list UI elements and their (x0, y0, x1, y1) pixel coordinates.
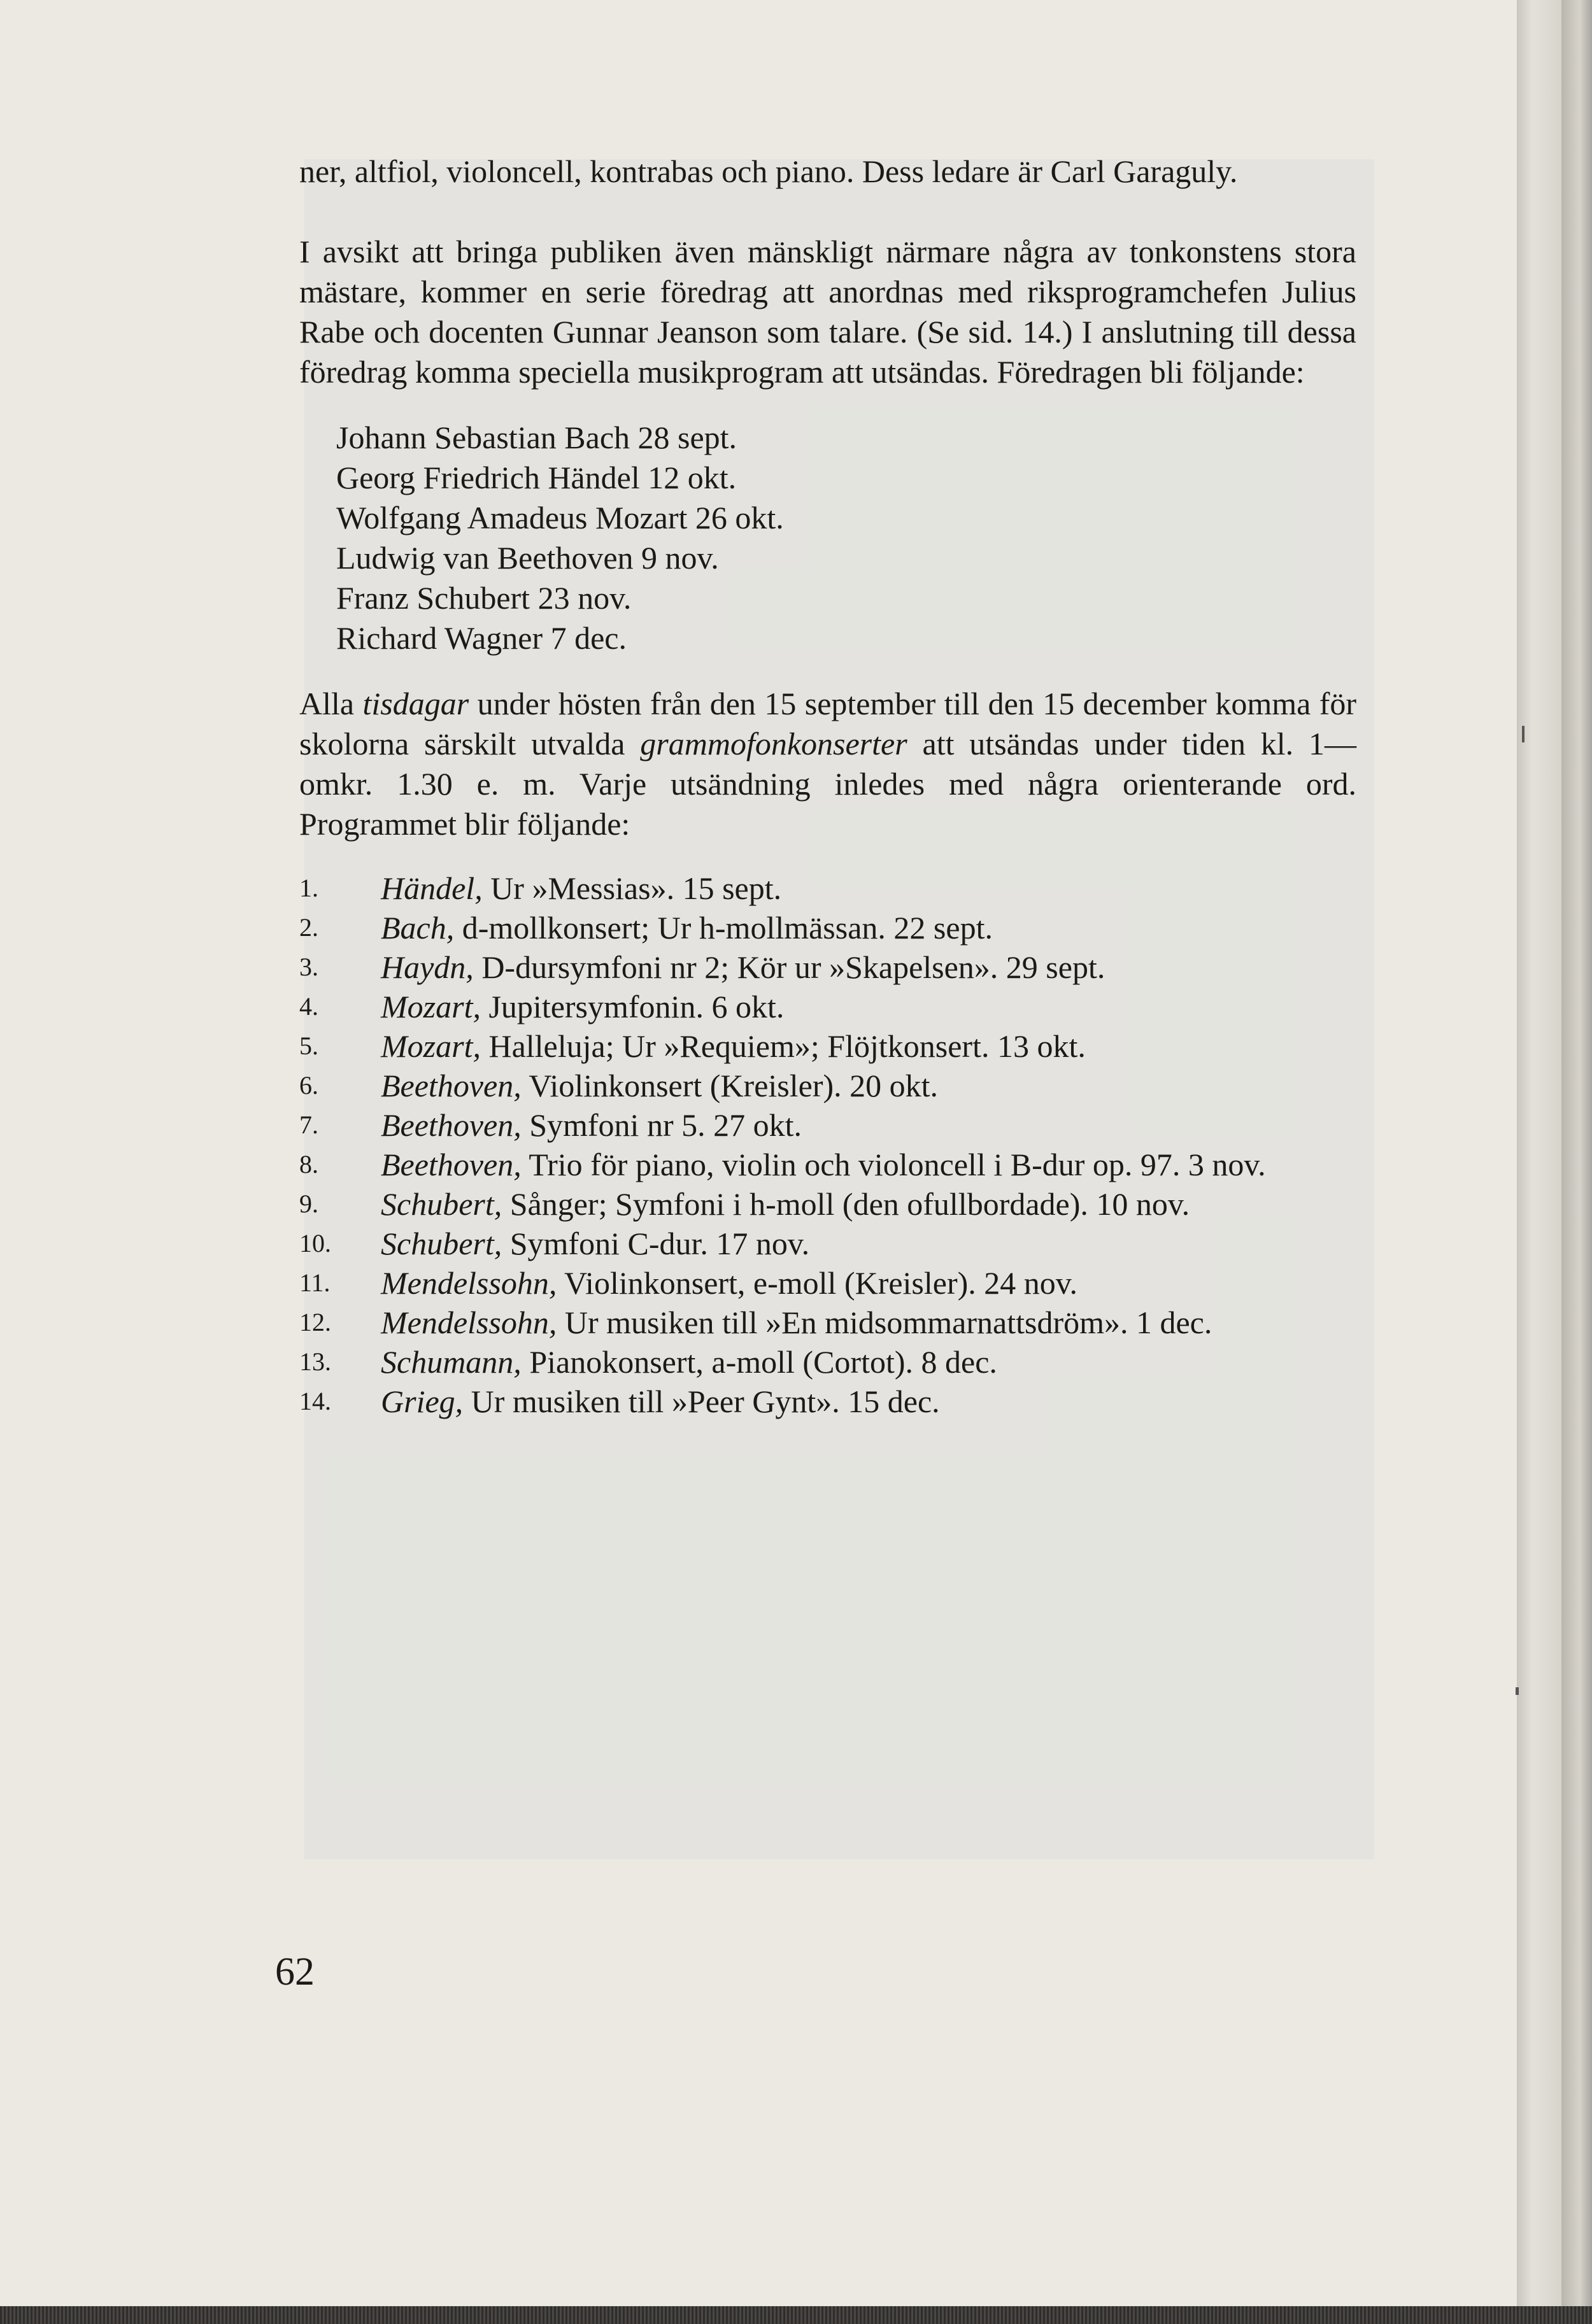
item-text: Halleluja; Ur »Requiem»; Flöjtkonsert. 13 okt. (488, 1028, 1086, 1064)
item-text: Symfoni nr 5. 27 okt. (529, 1107, 802, 1143)
item-number: 12. (299, 1308, 331, 1336)
emphasis: tisdagar (362, 686, 469, 721)
margin-mark (1522, 726, 1524, 742)
composer-name: Beethoven, (381, 1107, 522, 1143)
program-item (299, 1224, 1356, 1263)
composer-name: Mendelssohn, (381, 1265, 557, 1301)
composer-name: Schubert, (381, 1226, 502, 1261)
book-spine (1517, 0, 1561, 2306)
composer-name: Beethoven, (381, 1147, 522, 1182)
item-number: 10. (299, 1229, 331, 1258)
item-text: Violinkonsert (Kreisler). 20 okt. (529, 1068, 939, 1103)
composer-name: Schubert, (381, 1186, 502, 1222)
composer-name: Bach, (381, 910, 455, 946)
paragraph-school-concerts (299, 684, 1356, 844)
composer-name: Beethoven, (381, 1068, 522, 1103)
margin-mark (1516, 1687, 1519, 1695)
page-number: 62 (275, 1950, 315, 1994)
list-item: Johann Sebastian Bach 28 sept. (336, 420, 737, 455)
program-item (299, 1184, 1356, 1224)
text-run: att utsändas under tiden kl. 1— omkr. 1.30 e. m. Varje utsändning inledes med några orienterande ord. Programmet blir följande: (299, 726, 1356, 842)
concert-program-list (299, 868, 1356, 1421)
composer-name: Haydn, (381, 949, 474, 985)
composer-name: Mozart, (381, 1028, 481, 1064)
item-text: Symfoni C-dur. 17 nov. (509, 1226, 810, 1261)
list-item: Wolfgang Amadeus Mozart 26 okt. (336, 500, 784, 535)
composer-name: Mozart, (381, 989, 481, 1024)
text-run: Alla (299, 686, 355, 721)
paragraph-orchestra: ner, altfiol, violoncell, kontrabas och piano. Dess ledare är Carl Garaguly. (299, 153, 1238, 189)
paragraph-lectures: I avsikt att bringa publiken även mänskligt närmare några av tonkonstens stora mästare, kommer en serie föredrag att anordnas med riksprogramchefen Julius Rabe och docenten Gunnar Jeanson som talare. (Se sid. 14.) I anslutning till dessa föredrag komma speciella musikprogram att utsändas. Föredragen bli följande: (299, 234, 1356, 390)
program-item (299, 1303, 1356, 1342)
item-number: 13. (299, 1347, 331, 1376)
item-number: 6. (299, 1071, 318, 1100)
item-number: 9. (299, 1189, 318, 1218)
item-number: 14. (299, 1387, 331, 1415)
program-item (299, 1066, 1356, 1105)
item-text: Trio för piano, violin och violoncell i B-dur op. 97. 3 nov. (529, 1147, 1266, 1182)
page-edge (1561, 0, 1592, 2306)
item-text: d-mollkonsert; Ur h-mollmässan. 22 sept. (462, 910, 993, 946)
list-item: Richard Wagner 7 dec. (336, 620, 627, 656)
program-item (299, 868, 1356, 908)
item-text: Ur musiken till »En midsommarnattsdröm». 1 dec. (564, 1305, 1212, 1340)
item-number: 11. (299, 1268, 330, 1297)
program-item (299, 947, 1356, 987)
item-number: 2. (299, 913, 318, 942)
item-number: 4. (299, 992, 318, 1021)
composer-name: Mendelssohn, (381, 1305, 557, 1340)
emphasis: grammofonkonserter (640, 726, 907, 762)
item-number: 1. (299, 874, 318, 902)
item-number: 7. (299, 1110, 318, 1139)
item-text: Violinkonsert, e-moll (Kreisler). 24 nov. (564, 1265, 1078, 1301)
page-text (299, 152, 1356, 1421)
composer-name: Händel, (381, 870, 483, 906)
program-item (299, 1342, 1356, 1382)
text-run: under hösten från den 15 september till den 15 december komma för skolorna särskilt utvalda (299, 686, 1357, 762)
list-item: Franz Schubert 23 nov. (336, 580, 632, 616)
item-number: 3. (299, 953, 318, 981)
list-item: Ludwig van Beethoven 9 nov. (336, 540, 719, 576)
program-item (299, 908, 1356, 947)
composer-name: Schumann, (381, 1344, 522, 1380)
item-text: Pianokonsert, a-moll (Cortot). 8 dec. (529, 1344, 997, 1380)
list-item: Georg Friedrich Händel 12 okt. (336, 460, 737, 495)
item-number: 8. (299, 1150, 318, 1179)
program-item (299, 1105, 1356, 1145)
item-text: Ur »Messias». 15 sept. (490, 870, 782, 906)
item-text: Ur musiken till »Peer Gynt». 15 dec. (471, 1384, 940, 1419)
item-number: 5. (299, 1031, 318, 1060)
composer-name: Grieg, (381, 1384, 464, 1419)
program-item (299, 987, 1356, 1026)
bottom-edge (0, 2306, 1592, 2324)
item-text: Sånger; Symfoni i h-moll (den ofullbordade). 10 nov. (509, 1186, 1190, 1222)
item-text: Jupitersymfonin. 6 okt. (488, 989, 785, 1024)
program-item (299, 1145, 1356, 1184)
lecture-list (336, 418, 1356, 658)
program-item (299, 1382, 1356, 1421)
program-item (299, 1026, 1356, 1066)
program-item (299, 1263, 1356, 1303)
item-text: D-dursymfoni nr 2; Kör ur »Skapelsen». 29 sept. (481, 949, 1105, 985)
